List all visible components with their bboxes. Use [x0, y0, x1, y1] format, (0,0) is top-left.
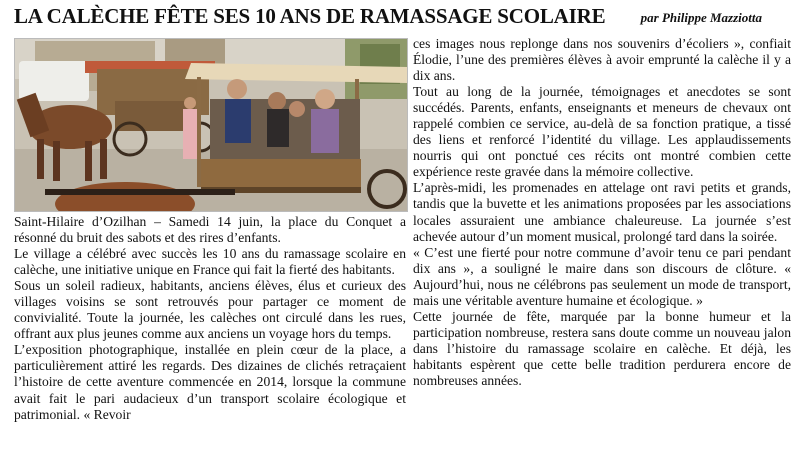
paragraph: Sous un soleil radieux, habitants, anciens élèves, élus et curieux des villages voisins se sont retrouvés pour partager ce moment de convivialité. Toute la journée, les calèches ont circulé dans les rues, offrant aux plus jeunes comme aux anciens un voyage hors du temps.	[14, 278, 406, 342]
column-left	[14, 214, 406, 423]
paragraph: L’exposition photographique, installée en plein cœur de la place, a particulièrement attiré les regards. Des dizaines de clichés retraçaient l’histoire de cette aventure commencée en 2014, lorsque la commune avait fait le pari audacieux d’un transport scolaire écologique et patrimonial. « Revoir	[14, 342, 406, 422]
paragraph: Cette journée de fête, marquée par la bonne humeur et la participation nombreuse, restera sans doute comme un nouveau jalon dans l’histoire du ramassage scolaire en calèche. Et déjà, les habitants espèrent que cette belle tradition perdurera encore de nombreuses années.	[413, 308, 791, 388]
byline: par Philippe Mazziotta	[640, 10, 762, 25]
horse-carriage-photo-icon	[15, 39, 407, 211]
paragraph: Le village a célébré avec succès les 10 ans du ramassage scolaire en calèche, une initiative unique en France qui fait la fierté des habitants.	[14, 246, 406, 278]
paragraph: ces images nous replonge dans nos souvenirs d’écoliers », confiait Élodie, l’une des premières élèves à avoir emprunté la calèche il y a dix ans.	[413, 36, 791, 84]
paragraph: Saint-Hilaire d’Ozilhan – Samedi 14 juin, la place du Conquet a résonné du bruit des sabots et des rires d’enfants.	[14, 214, 406, 246]
headline: LA CALÈCHE FÊTE SES 10 ANS DE RAMASSAGE SCOLAIRE	[14, 4, 606, 28]
column-right	[413, 36, 791, 389]
paragraph: Tout au long de la journée, témoignages et anecdotes se sont succédés. Parents, enfants, enseignants et meneurs de chevaux ont rappelé combien ce service, au-delà de sa fonction pratique, a tissé des liens et renforcé l’identité du village. Les applaudissements nourris qui ont ponctué ces récits ont montré combien cette expérience reste gravée dans la mémoire collective.	[413, 84, 791, 180]
paragraph: L’après-midi, les promenades en attelage ont ravi petits et grands, tandis que la buvette et les animations proposées par les associations locales assuraient une ambiance chaleureuse. La journée s’est achevée autour d’un moment musical, prolongé tard dans la soirée.	[413, 180, 791, 244]
paragraph: « C’est une fierté pour notre commune d’avoir tenu ce pari pendant dix ans », a souligné le maire dans son discours de clôture. « Aujourd’hui, nous ne célébrons pas seulement un mode de transport, mais une véritable aventure humaine et écologique. »	[413, 244, 791, 308]
article-photo	[14, 38, 408, 212]
